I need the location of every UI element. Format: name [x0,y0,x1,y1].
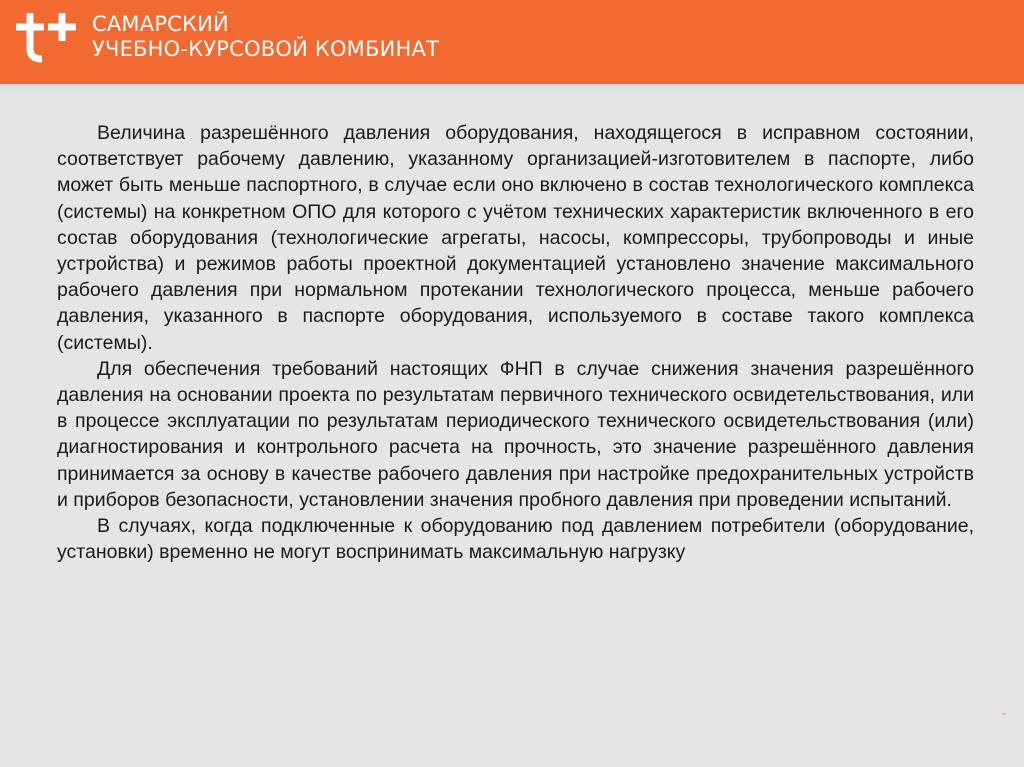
page-marker [1002,713,1006,715]
paragraph-1: Величина разрешённого давления оборудования, находящегося в исправном состоянии, соответствует рабочему давлению, указанному организацией-изготовителем в паспорте, либо может быть меньше паспортного, в случае если оно включено в состав технологического комплекса (системы) на конкретном ОПО для которого с учётом технических характеристик включенного в его состав оборудования (технологические агрегаты, насосы, компрессоры, трубопроводы и иные устройства) и режимов работы проектной документацией установлено значение максимального рабочего давления при нормальном протекании технологического процесса, меньше рабочего давления, указанного в паспорте оборудования, используемого в составе такого комплекса (системы). [57,122,974,354]
paragraph-2: Для обеспечения требований настоящих ФНП в случае снижения значения разрешённого давления на основании проекта по результатам первичного технического освидетельствования, или в процессе эксплуатации по результатам периодического технического освидетельствования (или) диагностирования и контрольного расчета на прочность, это значение разрешённого давления принимается за основу в качестве рабочего давления при настройке предохранительных устройств и приборов безопасности, установлении значения пробного давления при проведении испытаний. [57,357,974,511]
tt-plus-logo-icon [12,7,80,69]
brand-title [92,12,439,62]
main-text [57,120,974,565]
brand-line-2: УЧЕБНО-КУРСОВОЙ КОМБИНАТ [92,37,440,61]
header-shadow [0,84,1024,92]
header-bar [0,0,1024,84]
brand-line-1: САМАРСКИЙ [92,12,229,36]
paragraph-3: В случаях, когда подключенные к оборудованию под давлением потребители (оборудование, установки) временно не могут воспринимать максимальную нагрузку [57,515,974,564]
